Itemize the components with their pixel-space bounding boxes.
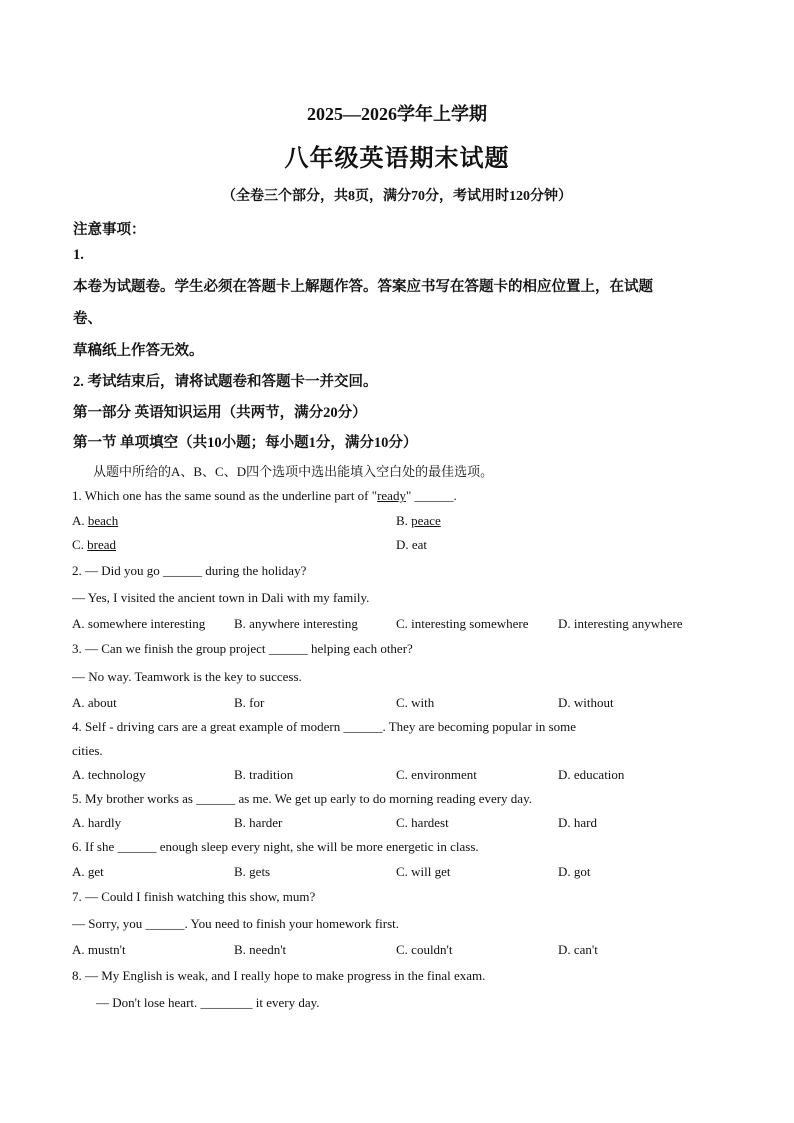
school-year: 2025—2026学年上学期 [307, 104, 487, 124]
q5-option-b: B. harder [234, 815, 283, 830]
q4-option-a: A. technology [72, 767, 146, 782]
note-2: 2. 考试结束后，请将试题卷和答题卡一并交回。 [73, 374, 378, 390]
q5-option-d: D. hard [558, 815, 597, 830]
note-1-number: 1. [73, 247, 84, 263]
note-1-line-3: 草稿纸上作答无效。 [73, 343, 204, 359]
q6-option-b: B. gets [234, 864, 271, 879]
q2-option-a: A. somewhere interesting [72, 616, 206, 631]
question-7-line-1: 7. — Could I finish watching this show, mum? [72, 889, 316, 904]
q7-option-a: A. mustn't [72, 942, 126, 957]
question-2-line-2: — Yes, I visited the ancient town in Dali with my family. [72, 590, 370, 605]
question-2-line-1: 2. — Did you go ______ during the holiday? [72, 563, 307, 578]
question-1: 1. Which one has the same sound as the underline part of "ready" ______. [72, 488, 457, 503]
q1-option-d: D. eat [396, 537, 428, 552]
q7-option-d: D. can't [558, 942, 598, 957]
note-1-line-1: 本卷为试题卷。学生必须在答题卡上解题作答。答案应书写在答题卡的相应位置上，在试题 [73, 279, 653, 295]
question-8-line-2: — Don't lose heart. ________ it every day. [96, 995, 320, 1010]
note-1-line-2: 卷、 [73, 311, 102, 327]
question-4-line-2: cities. [72, 743, 103, 758]
q6-option-c: C. will get [396, 864, 451, 879]
q1-option-b: B. peace [396, 513, 441, 528]
q3-option-b: B. for [234, 695, 265, 710]
q6-option-a: A. get [72, 864, 104, 879]
instruction: 从题中所给的A、B、C、D四个选项中选出能填入空白处的最佳选项。 [93, 464, 494, 479]
q6-option-d: D. got [558, 864, 591, 879]
question-6: 6. If she ______ enough sleep every night, she will be more energetic in class. [72, 839, 479, 854]
q1-option-a: A. beach [72, 513, 119, 528]
q4-option-b: B. tradition [234, 767, 294, 782]
q3-option-c: C. with [396, 695, 435, 710]
q5-option-c: C. hardest [396, 815, 449, 830]
q1-option-c: C. bread [72, 537, 117, 552]
part-1-heading: 第一部分 英语知识运用（共两节，满分20分） [73, 405, 367, 421]
q7-option-c: C. couldn't [396, 942, 453, 957]
notes-heading: 注意事项： [73, 222, 146, 238]
exam-title: 八年级英语期末试题 [284, 146, 510, 172]
q2-option-c: C. interesting somewhere [396, 616, 529, 631]
q5-option-a: A. hardly [72, 815, 122, 830]
q2-option-d: D. interesting anywhere [558, 616, 683, 631]
q4-option-d: D. education [558, 767, 625, 782]
exam-subtitle: （全卷三个部分，共8页，满分70分，考试用时120分钟） [222, 189, 572, 204]
q4-option-c: C. environment [396, 767, 477, 782]
q2-option-b: B. anywhere interesting [234, 616, 358, 631]
q3-option-d: D. without [558, 695, 614, 710]
section-1-heading: 第一节 单项填空（共10小题；每小题1分，满分10分） [73, 435, 418, 451]
question-3-line-2: — No way. Teamwork is the key to success. [72, 669, 302, 684]
q7-option-b: B. needn't [234, 942, 287, 957]
underlined-word: ready [377, 488, 406, 503]
question-8-line-1: 8. — My English is weak, and I really hope to make progress in the final exam. [72, 968, 486, 983]
q3-option-a: A. about [72, 695, 117, 710]
question-3-line-1: 3. — Can we finish the group project ______ helping each other? [72, 641, 413, 656]
question-5: 5. My brother works as ______ as me. We get up early to do morning reading every day. [72, 791, 532, 806]
question-4-line-1: 4. Self - driving cars are a great example of modern ______. They are becoming popular in some [72, 719, 577, 734]
question-7-line-2: — Sorry, you ______. You need to finish your homework first. [72, 916, 400, 931]
